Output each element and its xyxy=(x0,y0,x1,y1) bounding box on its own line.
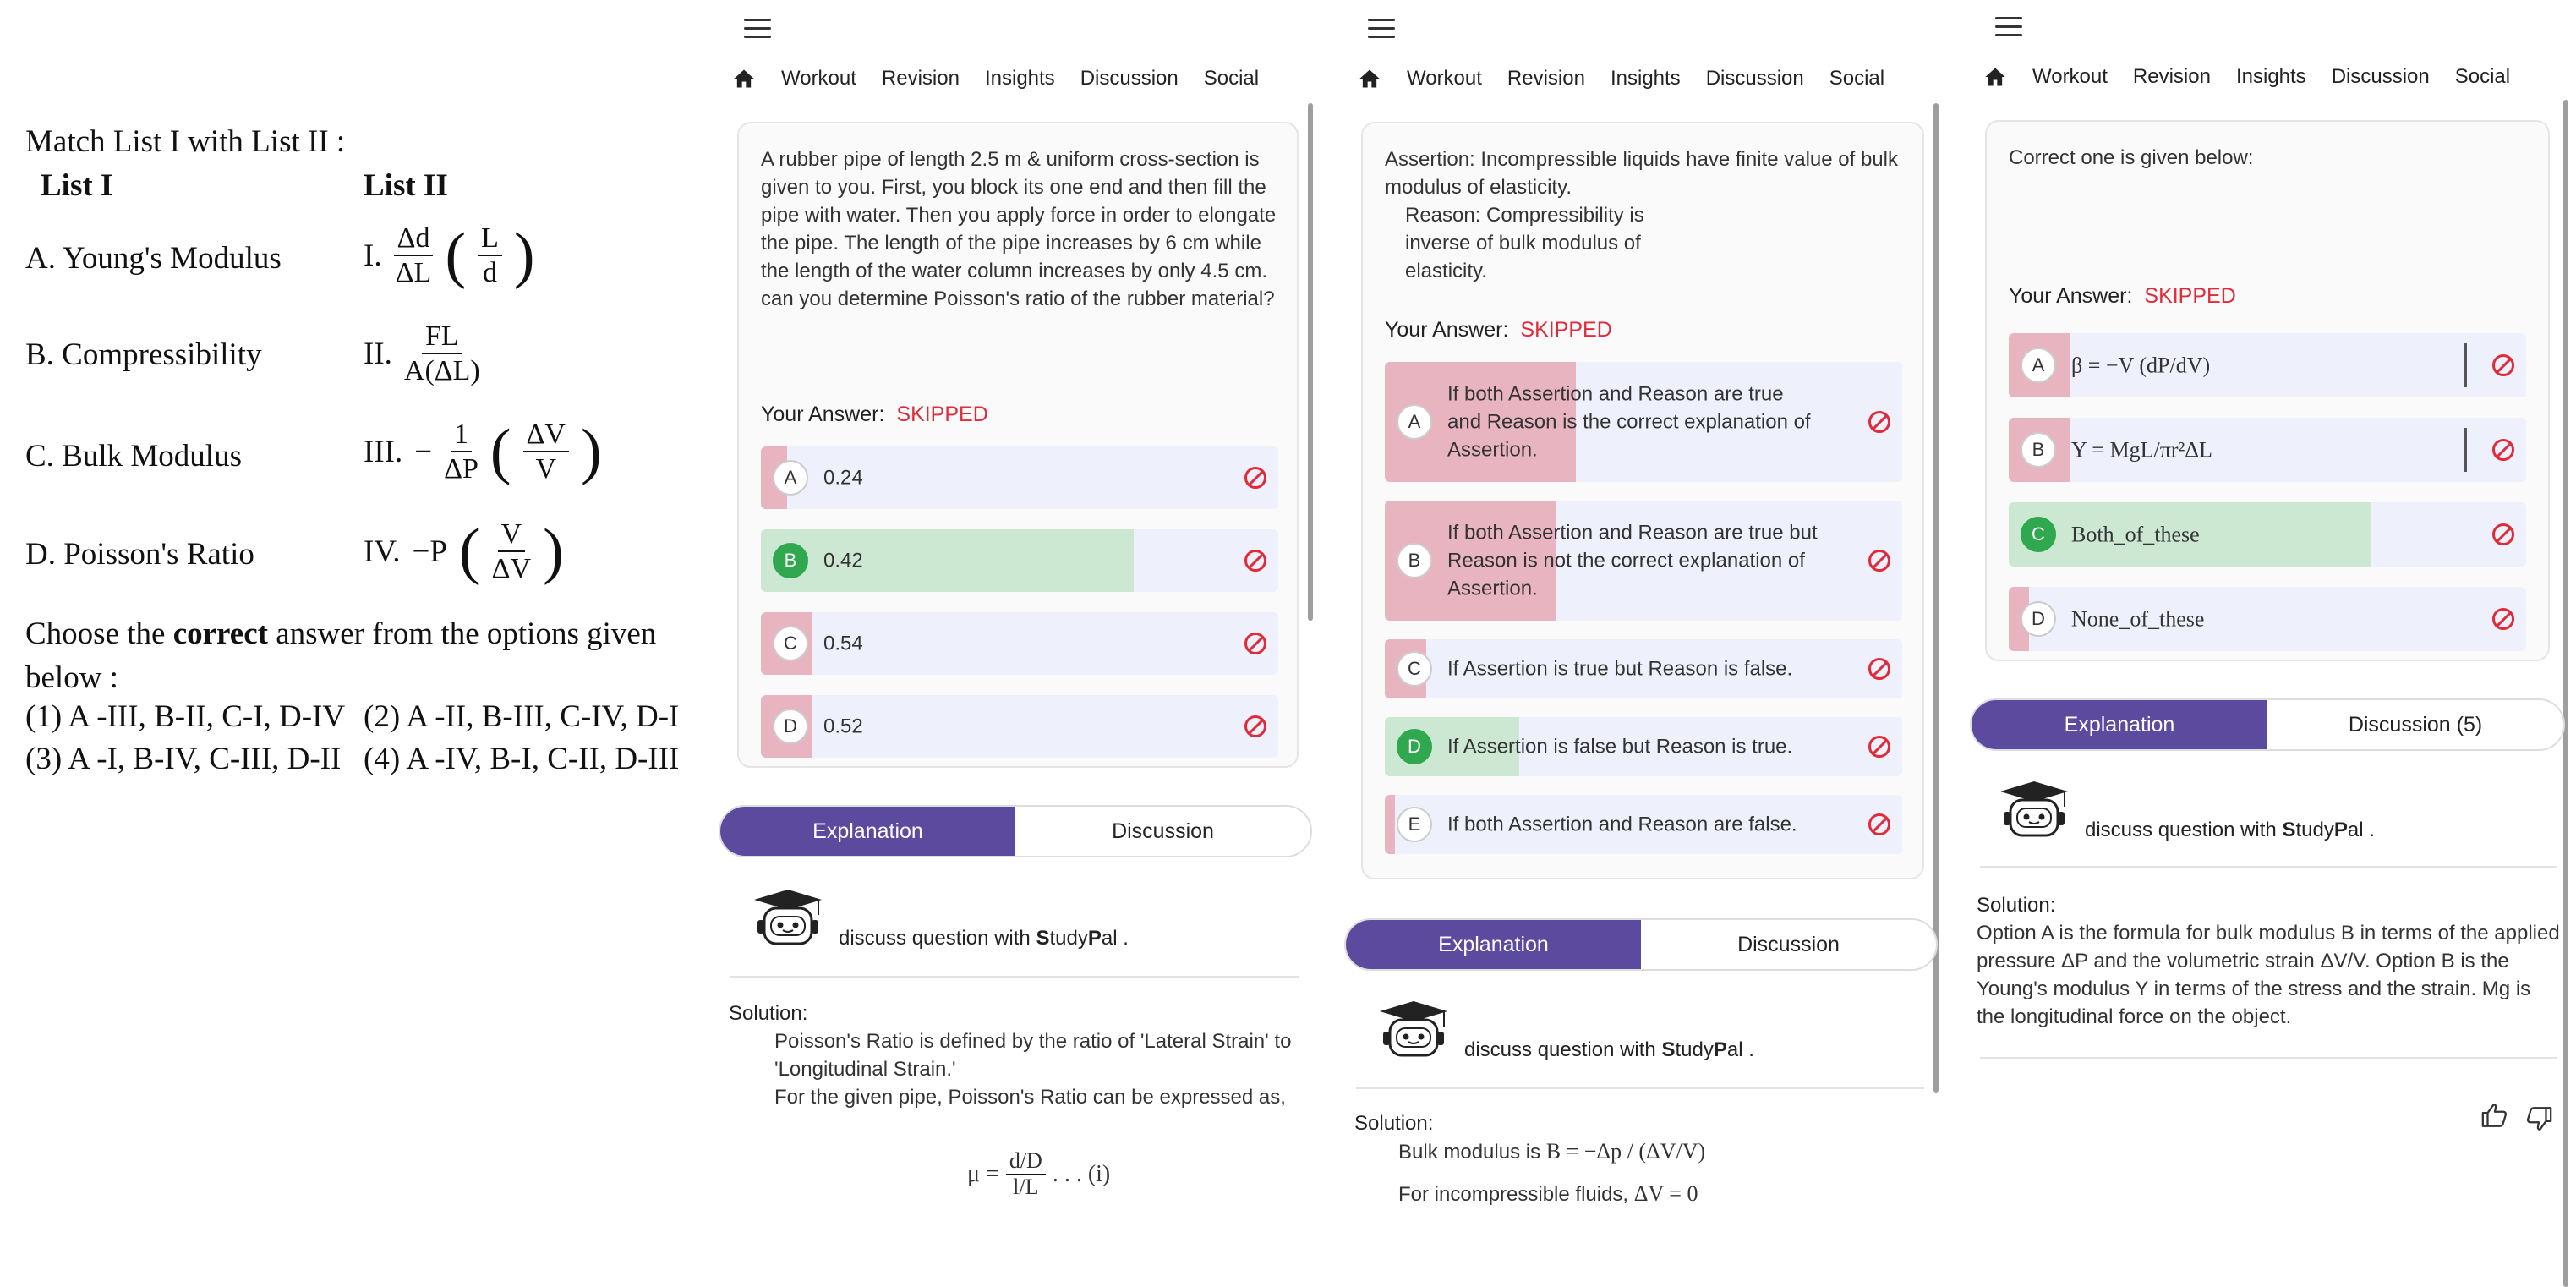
scrollbar[interactable] xyxy=(1308,103,1313,621)
thumbs-down-icon[interactable] xyxy=(2524,1104,2553,1133)
list2-item xyxy=(364,320,480,387)
list1-header: List I xyxy=(41,168,113,203)
list1-item: B. Compressibility xyxy=(25,337,262,372)
frac-den: l/L xyxy=(1013,1174,1039,1199)
nav-discussion[interactable]: Discussion xyxy=(1080,67,1179,90)
reason-content: Reason: Compressibility is inverse of bulk modulus of elasticity. xyxy=(1405,204,1644,282)
list1-item: A. Young's Modulus xyxy=(25,241,282,276)
choose-pre: Choose the xyxy=(25,616,173,651)
option-text: If both Assertion and Reason are true and Reason is the correct explanation of Assertion. xyxy=(1447,382,1811,462)
roman-numeral: II. xyxy=(364,336,392,371)
scroll-indicator xyxy=(2464,343,2467,387)
prefix: − xyxy=(414,434,433,469)
studypal-pre: discuss question with xyxy=(839,927,1036,950)
studypal-al: al . xyxy=(1726,1038,1754,1061)
ban-icon[interactable] xyxy=(1244,715,1266,737)
divider xyxy=(1980,1057,2557,1059)
option-letter: B xyxy=(1397,543,1432,578)
option-e[interactable] xyxy=(1385,795,1902,854)
nav-social[interactable]: Social xyxy=(1829,67,1885,90)
top-nav xyxy=(1970,58,2576,96)
frac-num: FL xyxy=(422,320,462,354)
divider xyxy=(1356,1087,1924,1089)
option-a[interactable] xyxy=(1385,362,1902,482)
frac-den: ΔV xyxy=(491,553,532,585)
studypal-pre: discuss question with xyxy=(1464,1038,1662,1061)
your-answer-label: Your Answer: xyxy=(2009,284,2133,308)
formula-lhs: μ = xyxy=(967,1160,999,1187)
fraction xyxy=(444,418,479,485)
studypal-link[interactable] xyxy=(1994,778,2375,842)
studypal-text xyxy=(839,927,1129,950)
option-text: If both Assertion and Reason are true but Reason is not the correct explanation of Assertion. xyxy=(1447,521,1818,600)
option-d[interactable] xyxy=(1385,717,1902,776)
your-answer-label: Your Answer: xyxy=(761,403,885,426)
home-icon[interactable] xyxy=(1358,67,1381,90)
response-share-bar xyxy=(1385,795,1395,854)
frac-num: L xyxy=(478,222,502,256)
solution-line xyxy=(1354,1180,1929,1208)
explanation-tabs xyxy=(1344,918,1938,971)
nav-revision[interactable]: Revision xyxy=(881,67,960,90)
option-c[interactable] xyxy=(2009,502,2526,567)
nav-workout[interactable]: Workout xyxy=(2032,65,2108,88)
solution xyxy=(1977,891,2560,1031)
answer-option: (2) A -II, B-III, C-IV, D-I xyxy=(364,699,680,734)
ban-icon[interactable] xyxy=(2492,439,2514,461)
option-text: Both_of_these xyxy=(2071,522,2200,547)
frac-num: d/D xyxy=(1006,1148,1046,1175)
question-card xyxy=(737,122,1299,768)
studypal-tudy: tudy xyxy=(1675,1038,1714,1061)
studypal-p: P xyxy=(2333,819,2348,841)
explanation-tabs xyxy=(1970,698,2565,751)
studypal-text xyxy=(1464,1038,1754,1062)
frac-num: ΔV xyxy=(523,418,569,452)
solution-line: Poisson's Ratio is defined by the ratio of 'Lateral Strain' to 'Longitudinal Strain.' xyxy=(774,1030,1292,1081)
list1-item: C. Bulk Modulus xyxy=(25,439,242,474)
question-text: Correct one is given below: xyxy=(2009,146,2254,169)
option-b[interactable] xyxy=(2009,418,2526,482)
option-text: 0.54 xyxy=(823,632,863,655)
option-letter: E xyxy=(1397,807,1432,842)
fraction xyxy=(523,418,569,485)
solution xyxy=(1354,1109,1929,1208)
hamburger-icon[interactable] xyxy=(1368,19,1395,39)
paren-close: ) xyxy=(513,221,535,291)
option-letter: A xyxy=(773,460,808,496)
solution-label: Solution: xyxy=(729,1002,808,1025)
formula xyxy=(967,1148,1304,1200)
option-a[interactable] xyxy=(2009,333,2526,397)
divider xyxy=(730,976,1299,978)
robot-icon xyxy=(747,886,829,950)
divider xyxy=(1980,866,2557,868)
solution-math: B = −Δp / (ΔV/V) xyxy=(1545,1139,1706,1164)
answer-option: (1) A -III, B-II, C-I, D-IV xyxy=(25,699,346,734)
explanation-tabs xyxy=(719,805,1312,857)
studypal-pre: discuss question with xyxy=(2085,819,2283,841)
skipped-badge: SKIPPED xyxy=(896,403,988,426)
ban-icon[interactable] xyxy=(1244,467,1266,489)
studypal-s: S xyxy=(2282,819,2296,841)
app-panel-1 xyxy=(719,0,1319,1287)
thumbs-up-icon[interactable] xyxy=(2480,1101,2509,1130)
paren-open: ( xyxy=(489,417,511,487)
solution-text: Option A is the formula for bulk modulus B in terms of the applied pressure ΔP and the volumetric strain ΔV/V. Option B is the Young's modulus Y in terms of the stress and the strain. Mg is the longitudinal force on the object. xyxy=(1977,922,2560,1028)
option-d[interactable] xyxy=(761,695,1278,758)
studypal-text xyxy=(2085,819,2375,842)
studypal-tudy: tudy xyxy=(2295,819,2334,841)
hamburger-icon[interactable] xyxy=(1995,17,2022,37)
ban-icon[interactable] xyxy=(2492,523,2514,545)
option-letter: D xyxy=(2021,601,2056,637)
answer-option: (3) A -I, B-IV, C-III, D-II xyxy=(25,742,342,776)
hamburger-icon[interactable] xyxy=(744,19,771,39)
ban-icon[interactable] xyxy=(1244,633,1266,654)
roman-numeral: IV. xyxy=(364,534,401,569)
option-c[interactable] xyxy=(761,612,1278,675)
your-answer-label: Your Answer: xyxy=(1385,318,1509,342)
home-icon[interactable] xyxy=(732,67,756,90)
ban-icon[interactable] xyxy=(1868,736,1890,758)
list1-item: D. Poisson's Ratio xyxy=(25,537,254,572)
ban-icon[interactable] xyxy=(1868,411,1890,433)
tab-explanation[interactable]: Explanation xyxy=(1346,920,1641,969)
nav-insights[interactable]: Insights xyxy=(984,67,1055,90)
studypal-s: S xyxy=(1036,927,1050,950)
question-card xyxy=(1361,122,1924,879)
question-image xyxy=(0,0,719,1287)
tab-discussion[interactable]: Discussion xyxy=(1641,920,1936,969)
answer-option: (4) A -IV, B-I, C-II, D-III xyxy=(364,742,680,776)
option-text: 0.24 xyxy=(823,466,863,490)
your-answer xyxy=(761,403,988,427)
robot-icon xyxy=(1994,778,2075,842)
nav-social[interactable]: Social xyxy=(1203,67,1260,90)
skipped-badge: SKIPPED xyxy=(2144,284,2236,308)
response-share-bar xyxy=(761,529,1134,592)
prefix: −P xyxy=(412,534,447,569)
studypal-s: S xyxy=(1661,1038,1676,1061)
frac-den: V xyxy=(535,453,557,485)
nav-discussion[interactable]: Discussion xyxy=(1705,67,1804,90)
solution xyxy=(729,999,1304,1200)
formula-frac xyxy=(1006,1148,1046,1200)
fraction xyxy=(492,518,531,585)
nav-workout[interactable]: Workout xyxy=(781,67,856,90)
studypal-p: P xyxy=(1713,1038,1727,1061)
tab-discussion[interactable]: Discussion (5) xyxy=(2267,700,2563,749)
frac-num: Δd xyxy=(394,222,434,256)
roman-numeral: I. xyxy=(364,238,382,273)
nav-insights[interactable]: Insights xyxy=(1610,67,1681,90)
your-answer xyxy=(2009,284,2236,309)
solution-pre: Bulk modulus is xyxy=(1398,1141,1546,1164)
scrollbar[interactable] xyxy=(2563,100,2568,1287)
frac-den: ΔL xyxy=(395,257,432,289)
studypal-link[interactable] xyxy=(747,886,1129,950)
solution-math: ΔV = 0 xyxy=(1633,1181,1698,1206)
solution-label: Solution: xyxy=(1977,894,2056,917)
choose-instruction xyxy=(25,612,710,700)
match-title: Match List I with List II : xyxy=(25,124,346,159)
fraction xyxy=(394,222,434,289)
option-letter: C xyxy=(1397,651,1432,687)
home-icon[interactable] xyxy=(1983,65,2007,89)
option-letter: B xyxy=(773,543,808,578)
option-text: 0.42 xyxy=(823,549,863,572)
option-letter: C xyxy=(773,626,808,661)
solution-label: Solution: xyxy=(1354,1112,1434,1135)
studypal-al: al . xyxy=(1101,927,1129,950)
reason-text xyxy=(1405,201,1659,285)
frac-den: d xyxy=(483,257,497,289)
skipped-badge: SKIPPED xyxy=(1520,318,1612,342)
app-panel-3 xyxy=(1970,0,2576,1287)
option-text: If Assertion is false but Reason is true. xyxy=(1447,735,1793,759)
ban-icon[interactable] xyxy=(1868,813,1890,835)
ban-icon[interactable] xyxy=(1244,550,1266,572)
frac-den: A(ΔL) xyxy=(403,355,480,387)
nav-revision[interactable]: Revision xyxy=(1507,67,1585,90)
tab-explanation[interactable]: Explanation xyxy=(720,807,1015,856)
option-letter: B xyxy=(2021,432,2056,468)
ban-icon[interactable] xyxy=(2492,354,2514,376)
ban-icon[interactable] xyxy=(1868,658,1890,680)
option-b[interactable] xyxy=(1385,501,1902,621)
top-nav xyxy=(1344,59,1944,98)
nav-social[interactable]: Social xyxy=(2454,65,2511,88)
list2-item xyxy=(364,418,602,485)
option-text: 0.52 xyxy=(823,715,863,738)
solution-line xyxy=(1354,1137,1929,1166)
option-letter: D xyxy=(773,709,808,744)
frac-den: ΔP xyxy=(444,453,479,485)
roman-numeral: III. xyxy=(364,434,403,469)
nav-insights[interactable]: Insights xyxy=(2235,65,2306,88)
assertion-text: Assertion: Incompressible liquids have finite value of bulk modulus of elasticity. xyxy=(1385,148,1898,199)
choose-bold: correct xyxy=(172,616,268,651)
option-text: β = −V (dP/dV) xyxy=(2071,353,2211,378)
option-letter: A xyxy=(2021,348,2056,383)
frac-num: 1 xyxy=(451,418,472,452)
option-letter: A xyxy=(1397,404,1432,440)
choose-post: answer from the options given below : xyxy=(25,616,657,695)
question-card xyxy=(1985,120,2550,661)
option-text: If Assertion is true but Reason is false. xyxy=(1447,657,1793,681)
option-a[interactable] xyxy=(761,446,1278,509)
option-text: None_of_these xyxy=(2071,606,2205,632)
option-text: Y = MgL/πr²ΔL xyxy=(2071,437,2212,463)
studypal-p: P xyxy=(1087,927,1102,950)
fraction xyxy=(404,320,480,387)
solution-pre: For incompressible fluids, xyxy=(1398,1183,1634,1206)
solution-line: For the given pipe, Poisson's Ratio can be expressed as, xyxy=(774,1086,1286,1109)
option-b[interactable] xyxy=(761,529,1278,592)
your-answer xyxy=(1385,318,1612,342)
app-panel-2 xyxy=(1344,0,1944,1287)
studypal-tudy: tudy xyxy=(1049,927,1088,950)
list2-header: List II xyxy=(364,168,448,203)
paren-open: ( xyxy=(445,221,467,291)
paren-open: ( xyxy=(458,517,480,587)
studypal-link[interactable] xyxy=(1373,998,1754,1062)
paren-close: ) xyxy=(580,417,602,487)
list2-item xyxy=(364,518,564,585)
list2-item xyxy=(364,222,535,289)
option-d[interactable] xyxy=(2009,587,2526,651)
fraction xyxy=(478,222,502,289)
tab-explanation[interactable]: Explanation xyxy=(1972,700,2267,749)
formula-rhs: . . . (i) xyxy=(1052,1160,1111,1187)
nav-workout[interactable]: Workout xyxy=(1407,67,1482,90)
ban-icon[interactable] xyxy=(1868,550,1890,572)
question-text: A rubber pipe of length 2.5 m & uniform cross-section is given to you. First, you block its one end and then fill the pipe with water. Then you apply force in order to elongate the pipe. The length of the pipe increases by 6 cm while the length of the water column increases by only 4.5 cm. can you determine Poisson's ratio of the rubber material? xyxy=(761,148,1277,310)
ban-icon[interactable] xyxy=(2492,608,2514,630)
top-nav xyxy=(719,59,1319,98)
nav-discussion[interactable]: Discussion xyxy=(2331,65,2430,88)
scroll-indicator xyxy=(2464,428,2467,472)
tab-discussion[interactable]: Discussion xyxy=(1015,807,1310,856)
option-letter: D xyxy=(1397,729,1432,764)
nav-revision[interactable]: Revision xyxy=(2132,65,2211,88)
paren-close: ) xyxy=(543,517,564,587)
option-letter: C xyxy=(2021,517,2056,552)
frac-num: V xyxy=(498,518,526,552)
studypal-al: al . xyxy=(2347,819,2375,841)
option-c[interactable] xyxy=(1385,639,1902,698)
option-text: If both Assertion and Reason are false. xyxy=(1447,813,1797,836)
robot-icon xyxy=(1373,998,1454,1062)
